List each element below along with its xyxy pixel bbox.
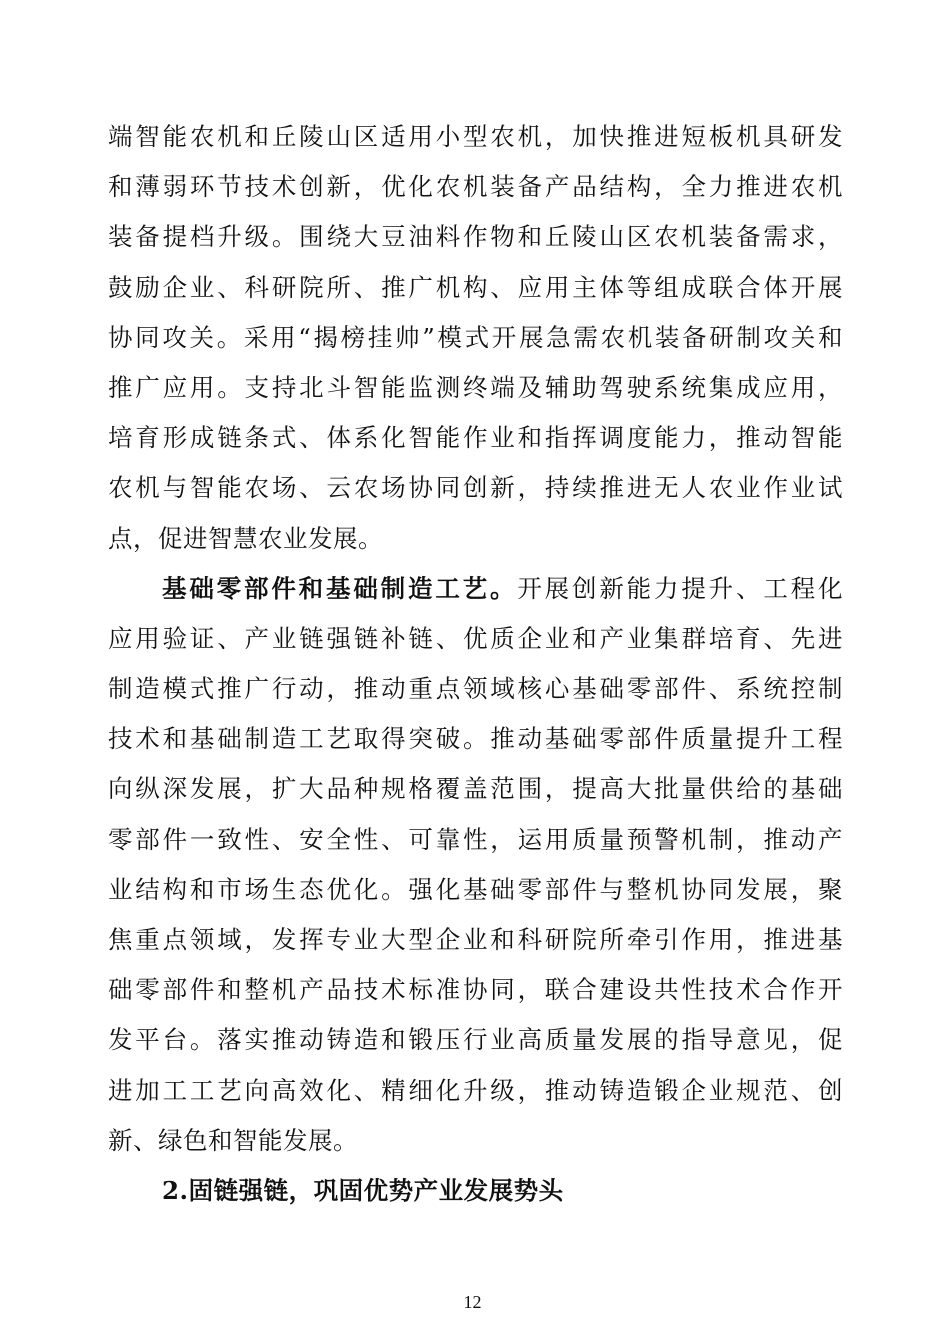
paragraph-line: 培育形成链条式、体系化智能作业和指挥调度能力，推动智能 (108, 423, 843, 453)
paragraph-line: 础零部件和整机产品技术标准协同，联合建设共性技术合作开 (108, 975, 843, 1005)
paragraph-line: 推广应用。支持北斗智能监测终端及辅助驾驶系统集成应用， (108, 372, 843, 402)
paragraph-lead-title: 基础零部件和基础制造工艺。 (162, 573, 518, 603)
paragraph-line: 农机与智能农场、云农场协同创新，持续推进无人农业作业试 (108, 473, 843, 503)
page-number: 12 (463, 1292, 482, 1312)
paragraph-line: 进加工工艺向高效化、精细化升级，推动铸造锻企业规范、创 (108, 1075, 843, 1105)
body-text (108, 112, 843, 1216)
paragraph-line: 业结构和市场生态优化。强化基础零部件与整机协同发展，聚 (108, 874, 843, 904)
paragraph-line: 焦重点领域，发挥专业大型企业和科研院所牵引作用，推进基 (108, 925, 843, 954)
paragraph-line: 技术和基础制造工艺取得突破。推动基础零部件质量提升工程 (108, 724, 843, 754)
paragraph-first-line (108, 564, 843, 614)
section-heading: 2.固链强链，巩固优势产业发展势头 (162, 1175, 564, 1205)
paragraph-basic-components (108, 564, 843, 1166)
paragraph-line: 向纵深发展，扩大品种规格覆盖范围，提高大批量供给的基础 (108, 774, 843, 804)
paragraph-line-rest: 开展创新能力提升、工程化 (517, 573, 844, 603)
paragraph-line: 点，促进智慧农业发展。 (108, 523, 383, 553)
paragraph-line: 应用验证、产业链强链补链、优质企业和产业集群培育、先进 (108, 623, 843, 653)
paragraph-line: 协同攻关。采用“揭榜挂帅”模式开展急需农机装备研制攻关和 (108, 322, 843, 352)
paragraph-line: 鼓励企业、科研院所、推广机构、应用主体等组成联合体开展 (108, 272, 843, 302)
paragraph-agricultural-machinery (108, 112, 843, 564)
paragraph-line: 制造模式推广行动，推动重点领域核心基础零部件、系统控制 (108, 674, 843, 704)
paragraph-line: 发平台。落实推动铸造和锻压行业高质量发展的指导意见，促 (108, 1025, 843, 1055)
paragraph-line: 端智能农机和丘陵山区适用小型农机，加快推进短板机具研发 (108, 122, 843, 151)
paragraph-line: 新、绿色和智能发展。 (108, 1125, 358, 1155)
paragraph-line: 装备提档升级。围绕大豆油料作物和丘陵山区农机装备需求， (108, 222, 843, 252)
paragraph-line: 零部件一致性、安全性、可靠性，运用质量预警机制，推动产 (108, 824, 843, 854)
paragraph-line: 和薄弱环节技术创新，优化农机装备产品结构，全力推进农机 (108, 172, 843, 202)
